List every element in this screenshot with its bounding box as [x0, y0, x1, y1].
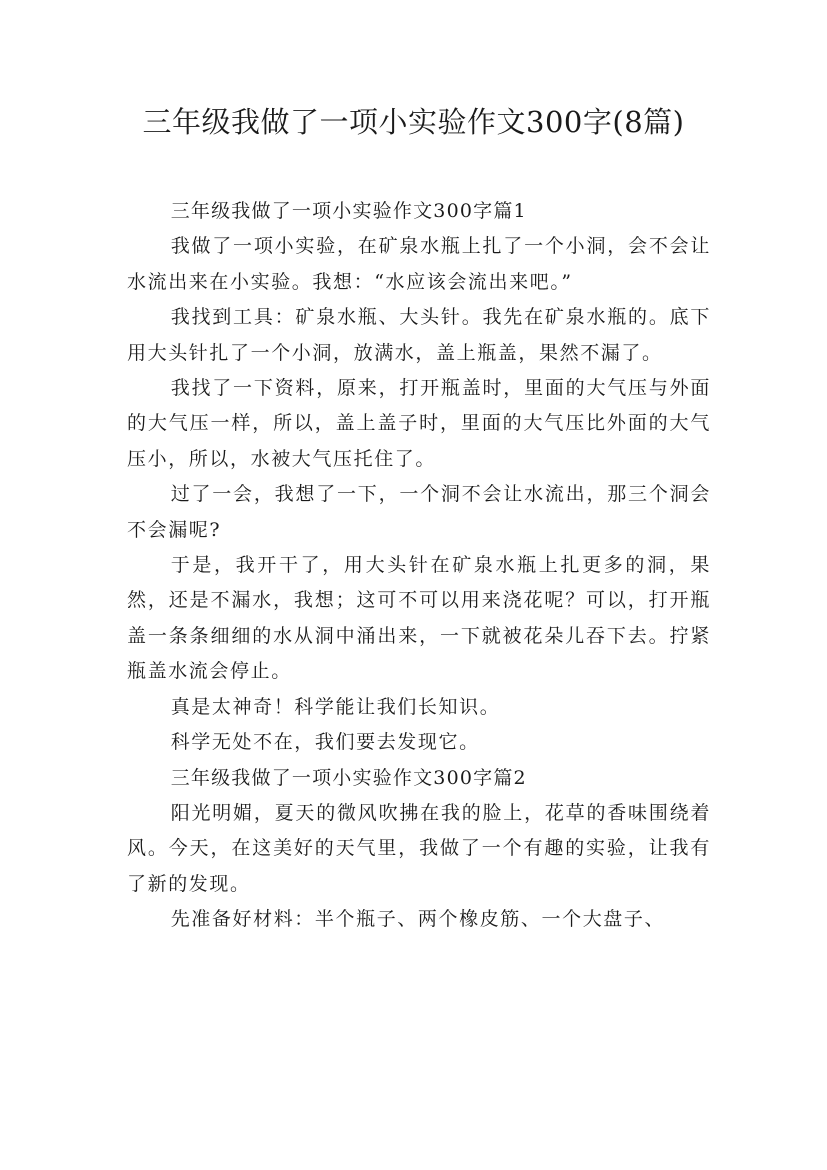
document-title: 三年级我做了一项小实验作文300字(8篇)	[142, 105, 685, 139]
section-heading: 三年级我做了一项小实验作文300字篇1	[170, 200, 527, 222]
paragraph: 我找到工具：矿泉水瓶、大头针。我先在矿泉水瓶的。底下用大头针扎了一个小洞，放满水，盖上瓶盖，果然不漏了。	[127, 306, 711, 364]
paragraph: 真是太神奇！科学能让我们长知识。	[170, 695, 501, 718]
paragraph: 我做了一项小实验，在矿泉水瓶上扎了一个小洞，会不会让水流出来在小实验。我想：“水应该会流出来吧。”	[127, 235, 711, 293]
section-heading: 三年级我做了一项小实验作文300字篇2	[170, 766, 527, 789]
paragraph: 先准备好材料：半个瓶子、两个橡皮筋、一个大盘子、	[170, 908, 666, 931]
paragraph: 过了一会，我想了一下，一个洞不会让水流出，那三个洞会不会漏呢?	[127, 483, 711, 541]
document-body	[127, 194, 711, 938]
paragraph: 阳光明媚，夏天的微风吹拂在我的脸上，花草的香味围绕着风。今天，在这美好的天气里，我做了一个有趣的实验，让我有了新的发现。	[127, 801, 711, 895]
paragraph: 我找了一下资料，原来，打开瓶盖时，里面的大气压与外面的大气压一样，所以，盖上盖子时，里面的大气压比外面的大气压小，所以，水被大气压托住了。	[127, 377, 711, 470]
paragraph: 于是，我开干了，用大头针在矿泉水瓶上扎更多的洞，果然，还是不漏水，我想；这可不可以用来浇花呢？可以，打开瓶盖一条条细细的水从洞中涌出来，一下就被花朵儿吞下去。拧紧瓶盖水流会停止。	[127, 554, 711, 683]
paragraph: 科学无处不在，我们要去发现它。	[170, 731, 480, 754]
